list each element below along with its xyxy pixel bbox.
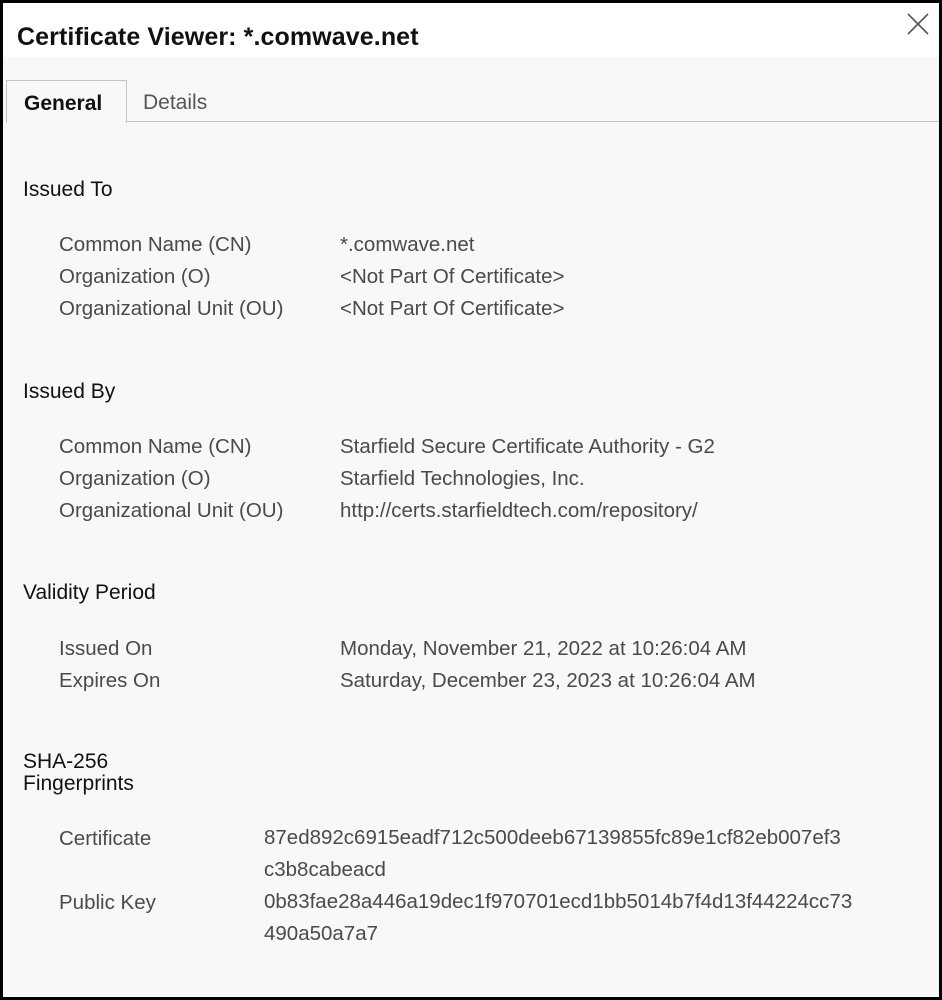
public-key-fp-line1: 0b83fae28a446a19dec1f970701ecd1bb5014b7f4d13f44224cc73 [264,890,853,913]
issued-to-ou-value: <Not Part Of Certificate> [340,297,565,320]
dialog-header [3,3,939,57]
fingerprints-heading-line2: Fingerprints [23,772,134,795]
public-key-fp-label: Public Key [59,891,156,914]
issued-to-ou-label: Organizational Unit (OU) [59,297,284,320]
tab-details[interactable]: Details [143,91,208,114]
issued-to-cn-value: *.comwave.net [340,233,475,256]
expires-on-value: Saturday, December 23, 2023 at 10:26:04 AM [340,669,756,692]
tab-divider [123,121,939,122]
issued-to-o-value: <Not Part Of Certificate> [340,265,565,288]
issued-to-cn-label: Common Name (CN) [59,233,252,256]
certificate-fp-line2: c3b8cabeacd [264,858,386,881]
certificate-fp-line1: 87ed892c6915eadf712c500deeb67139855fc89e1cf82eb007ef3 [264,826,841,849]
issued-by-o-value: Starfield Technologies, Inc. [340,467,585,490]
issued-by-ou-label: Organizational Unit (OU) [59,499,284,522]
close-icon[interactable] [905,11,931,37]
issued-to-heading: Issued To [23,178,113,201]
issued-by-ou-value: http://certs.starfieldtech.com/repository/ [340,499,698,522]
dialog-title: Certificate Viewer: *.comwave.net [17,23,419,51]
issued-on-label: Issued On [59,637,153,660]
tab-general[interactable]: General [6,80,127,123]
issued-by-o-label: Organization (O) [59,467,211,490]
certificate-fp-label: Certificate [59,827,152,850]
validity-heading: Validity Period [23,581,156,604]
issued-by-heading: Issued By [23,380,116,403]
issued-by-cn-value: Starfield Secure Certificate Authority - G2 [340,435,715,458]
issued-on-value: Monday, November 21, 2022 at 10:26:04 AM [340,637,747,660]
public-key-fp-line2: 490a50a7a7 [264,922,379,945]
expires-on-label: Expires On [59,669,161,692]
fingerprints-heading-line1: SHA-256 [23,750,109,773]
issued-to-o-label: Organization (O) [59,265,211,288]
issued-by-cn-label: Common Name (CN) [59,435,252,458]
